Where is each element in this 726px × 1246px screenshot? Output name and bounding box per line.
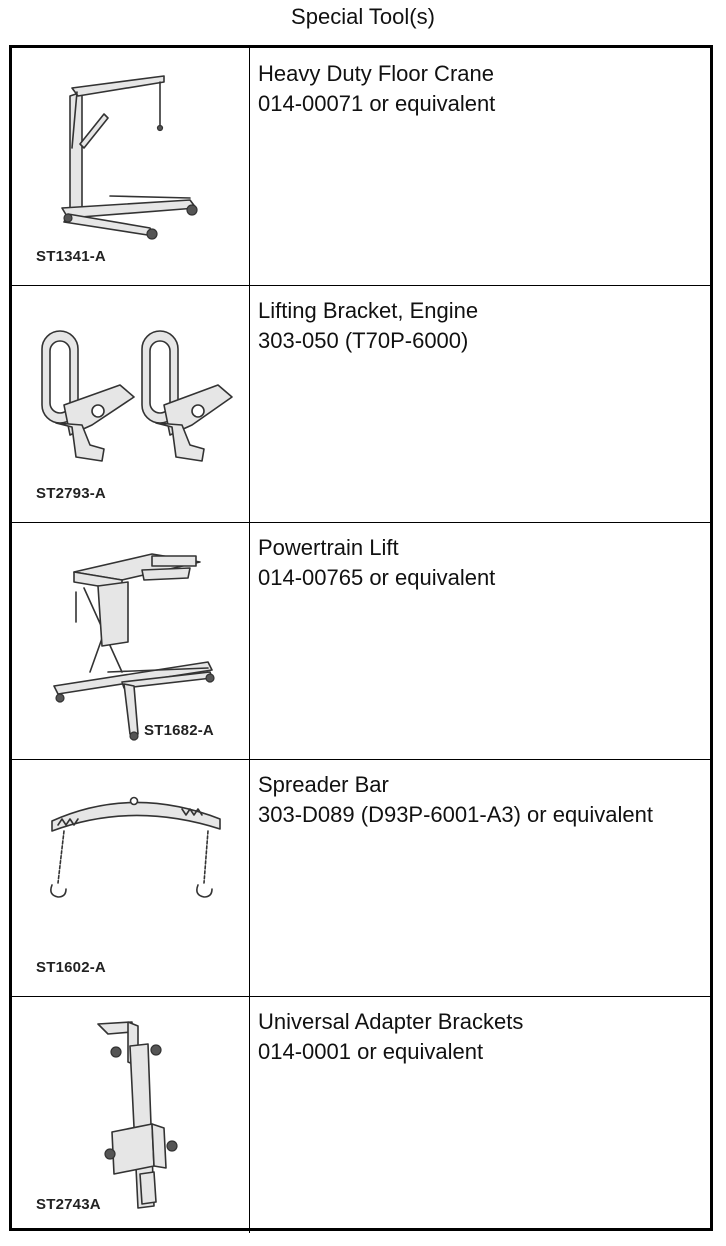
tool-description-cell [250,522,710,759]
tool-name: Spreader Bar [258,772,389,797]
table-row [12,759,710,997]
page-title: Special Tool(s) [291,4,435,29]
tool-illustration-cell [12,48,250,285]
tool-description-cell [250,48,710,285]
tool-code: ST1341-A [36,248,106,265]
tool-name: Lifting Bracket, Engine [258,298,479,323]
tool-illustration-cell [12,285,250,522]
tool-description-cell [250,759,710,996]
tool-code: ST1682-A [144,722,214,739]
special-tools-table [9,45,713,1231]
tool-part-number: 303-D089 (D93P-6001-A3) or equivalent [258,802,654,827]
tool-part-number: 014-0001 or equivalent [258,1039,484,1064]
tool-code: ST1602-A [36,959,106,976]
table-row [12,996,710,1233]
tool-part-number: 014-00765 or equivalent [258,565,496,590]
tool-illustration-cell [12,522,250,759]
table-row [12,522,710,760]
tool-description-cell [250,285,710,522]
tool-name: Heavy Duty Floor Crane [258,61,494,86]
tool-code: ST2793-A [36,485,106,502]
tool-name: Universal Adapter Brackets [258,1009,524,1034]
tool-part-number: 014-00071 or equivalent [258,91,496,116]
table-row [12,285,710,523]
tool-code: ST2743A [36,1196,101,1213]
table-row [12,48,710,286]
tool-illustration-cell [12,996,250,1233]
tool-illustration-cell [12,759,250,996]
tool-part-number: 303-050 (T70P-6000) [258,328,469,353]
tool-description-cell [250,996,710,1233]
tool-name: Powertrain Lift [258,535,399,560]
